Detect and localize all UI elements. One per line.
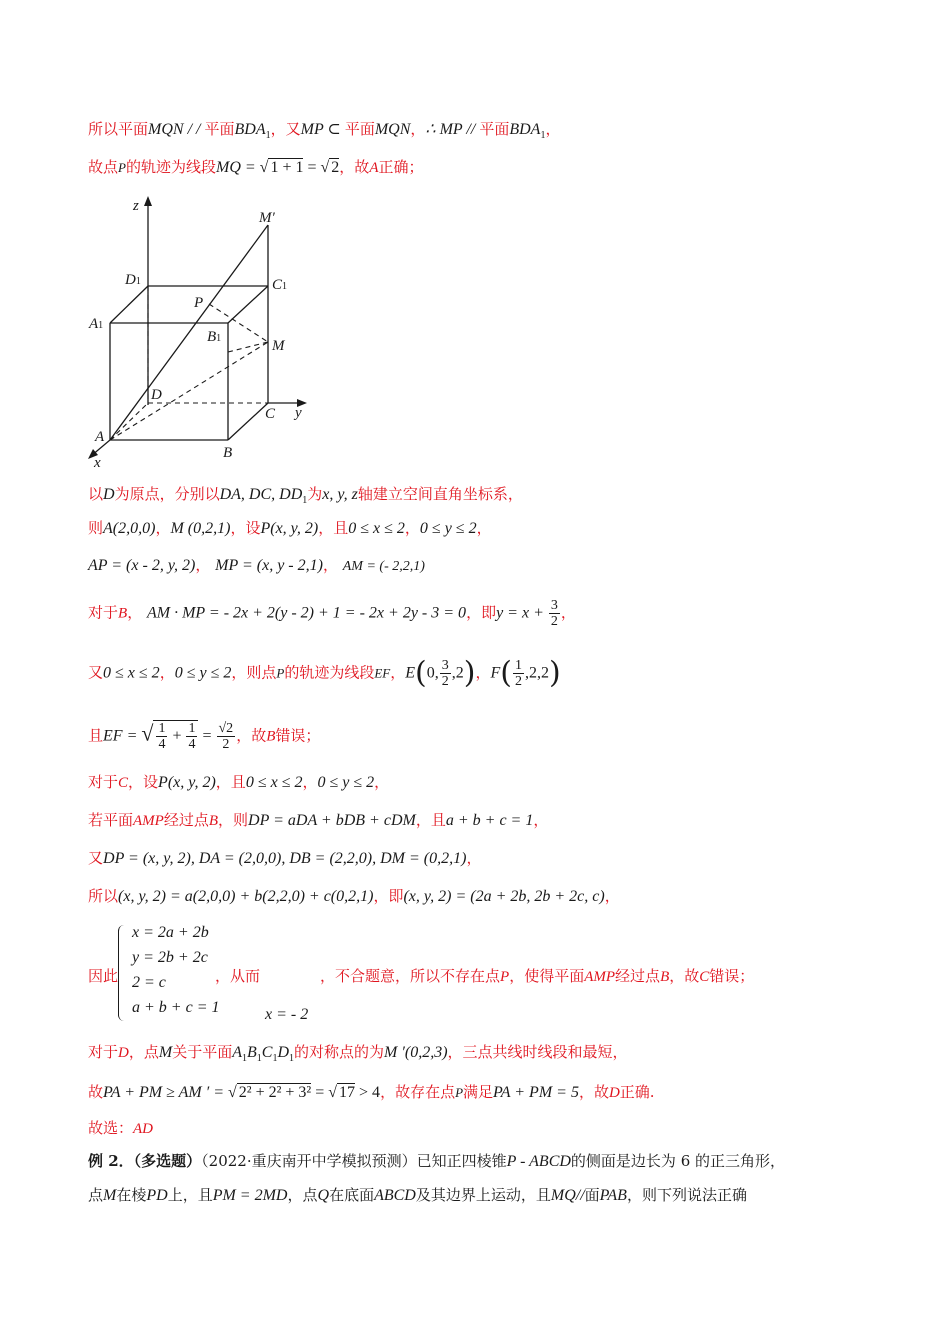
system-eq-2: y = 2b + 2c	[132, 949, 208, 966]
system-eq-4: a + b + c = 1	[132, 999, 220, 1016]
label-p: P	[194, 295, 204, 311]
text-line-6: 对于B， AM · MP = - 2x + 2(y - 2) + 1 = - 2x + 2y - 3 = 0，即y = x + $\frac{3}{2}$ ，	[88, 598, 576, 629]
text-line-13a: 因此	[88, 967, 119, 985]
label-y: y	[295, 405, 302, 421]
text-line-11: 又DP = (x, y, 2), DA = (2,0,0), DB = (2,2,0), DM = (0,2,1)，	[88, 849, 482, 867]
text-line-8: 且EF = √ $\frac{1}{4}$ + $\frac{1}{4}$ = $\frac{√2}{2}$ ，故B错误；	[88, 720, 321, 752]
cube-figure	[85, 190, 325, 475]
label-c: C	[265, 406, 276, 422]
text-line-15: 故PA + PM ≥ AM ′ = √ 2² + 2² + 3² = √ 17 > 4，故存在点P满足PA + PM = 5，故D正确.	[88, 1083, 655, 1101]
text-line-16: 故选：AD	[88, 1119, 154, 1137]
label-b: B	[223, 445, 233, 461]
label-m-prime: M′	[259, 210, 275, 226]
text-line-9: 对于C，设P(x, y, 2)，且0 ≤ x ≤ 2，0 ≤ y ≤ 2，	[88, 773, 390, 791]
label-c1: C1	[272, 277, 288, 293]
text-line-3: 以D为原点，分别以DA, DC, $DD_1$为x, y, z轴建立空间直角坐标系，	[88, 485, 523, 506]
text-line-10: 若平面AMP经过点B，则DP = aDA + bDB + cDM，且a + b + c = 1，	[88, 811, 549, 829]
label-z: z	[133, 198, 139, 214]
text-line-1: 所以平面MQN / / 平面$BDA_1$，又MP ⊂ 平面MQN，∴ MP // 平面$BDA_1$，	[88, 120, 561, 141]
example-2-line-1: 例 2．（多选题）（2022·重庆南开中学模拟预测）已知正四棱锥P - ABCD的侧面是边长为 6 的正三角形，	[88, 1152, 786, 1170]
example-2-line-2: 点M在棱PD上，且PM = 2MD，点Q在底面ABCD及其边界上运动，且MQ//面PAB，则下列说法正确	[88, 1186, 747, 1204]
label-d1: D1	[125, 272, 141, 288]
label-b1: B1	[207, 329, 222, 345]
text-line-13c: x = - 2	[265, 1006, 309, 1023]
text-line-14: 对于D，点M关于平面$A_1B_1C_1D_1$的对称点的为M ′(0,2,3)，三点共线时线段和最短，	[88, 1043, 628, 1064]
text-line-2: 故点P的轨迹为线段MQ = √ 1 + 1 = √ 2，故A正确；	[88, 158, 424, 176]
system-brace	[118, 925, 127, 1021]
text-line-4: 则A(2,0,0)，M (0,2,1)，设P(x, y, 2)，且0 ≤ x ≤ 2，0 ≤ y ≤ 2，	[88, 519, 492, 537]
text-line-13b: ，从而 ，不合题意，所以不存在点P，使得平面AMP经过点B，故C错误；	[215, 967, 755, 985]
text-line-7: 又0 ≤ x ≤ 2，0 ≤ y ≤ 2，则点P的轨迹为线段EF，E(0, $\frac{3}{2}$ ,2)，F( $\frac{1}{2}$ ,2,2)	[88, 655, 561, 691]
label-a1: A1	[89, 316, 104, 332]
label-x: x	[94, 455, 101, 471]
label-d: D	[151, 387, 162, 403]
text-line-12: 所以(x, y, 2) = a(2,0,0) + b(2,2,0) + c(0,2,1)，即(x, y, 2) = (2a + 2b, 2b + 2c, c)，	[88, 887, 620, 905]
label-a: A	[95, 429, 105, 445]
system-eq-1: x = 2a + 2b	[132, 924, 209, 941]
system-eq-3: 2 = c	[132, 974, 166, 991]
text-line-5: AP = (x - 2, y, 2)， MP = (x, y - 2,1)， AM = (- 2,2,1)	[88, 556, 425, 574]
label-m: M	[272, 338, 285, 354]
